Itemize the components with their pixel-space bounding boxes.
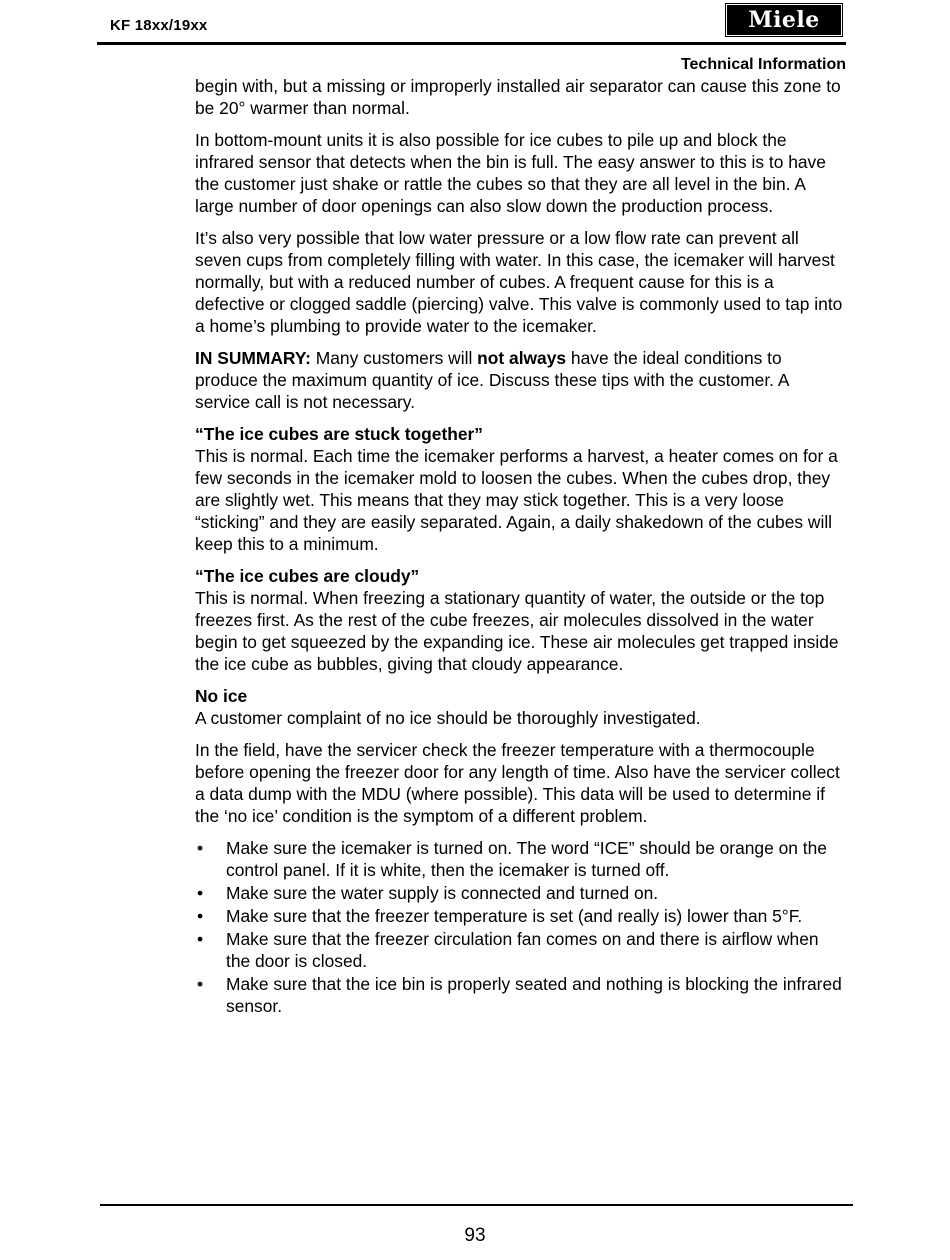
bullet-icon: •	[197, 929, 204, 949]
paragraph-bottom-mount: In bottom-mount units it is also possible for ice cubes to pile up and block the infrared sensor that detects when the bin is full. The easy answer to this is to have the customer just shake or rattle the cubes so that they are all level in the bin. A large number of door openings can also slow down the production process.	[195, 130, 826, 216]
text-stuck-together: This is normal. Each time the icemaker performs a harvest, a heater comes on for a few seconds in the icemaker mold to loosen the cubes. When the cubes drop, they are slightly wet. This means that they may stick together. This is a very loose “sticking” and they are easily separated. Again, a daily shakedown of the cubes will keep this to a minimum.	[195, 446, 838, 554]
list-item	[195, 905, 847, 927]
list-item	[195, 973, 847, 1017]
paragraph-air-separator: begin with, but a missing or improperly installed air separator can cause this zone to be 20° warmer than normal.	[195, 76, 841, 118]
heading-stuck-together: “The ice cubes are stuck together”	[195, 424, 484, 444]
list-item-text: Make sure that the freezer circulation fan comes on and there is airflow when the door is closed.	[226, 929, 819, 971]
footer-divider	[100, 1204, 853, 1206]
header-divider	[97, 42, 846, 45]
paragraph-field-check: In the field, have the servicer check the freezer temperature with a thermocouple before opening the freezer door for any length of time. Also have the servicer collect a data dump with the MDU (where possible). This data will be used to determine if the ‘no ice’ condition is the symptom of a different problem.	[195, 740, 840, 826]
text-cloudy: This is normal. When freezing a stationary quantity of water, the outside or the top freezes first. As the rest of the cube freezes, air molecules dissolved in the water begin to get squeezed by the expanding ice. These air molecules get trapped inside the ice cube as bubbles, giving that cloudy appearance.	[195, 588, 839, 674]
list-item-text: Make sure the water supply is connected and turned on.	[226, 883, 659, 903]
bullet-icon: •	[197, 906, 204, 926]
summary-text-b: have the ideal conditions to produce the maximum quantity of ice. Discuss these tips with the customer. A service call is not necessary.	[195, 348, 789, 412]
list-item	[195, 837, 847, 881]
paragraph-water-pressure: It’s also very possible that low water pressure or a low flow rate can prevent all seven cups from completely filling with water. In this case, the icemaker will harvest normally, but with a reduced number of cubes. A frequent cause for this is a defective or clogged saddle (piercing) valve. This valve is commonly used to tap into a home’s plumbing to provide water to the icemaker.	[195, 228, 843, 336]
heading-cloudy: “The ice cubes are cloudy”	[195, 566, 420, 586]
bullet-icon: •	[197, 883, 204, 903]
paragraph-summary	[195, 347, 847, 413]
summary-text-a: Many customers will	[310, 348, 478, 368]
miele-logo	[727, 5, 841, 35]
list-item-text: Make sure that the ice bin is properly seated and nothing is blocking the infrared sensor.	[226, 974, 842, 1016]
section-no-ice	[195, 685, 847, 729]
list-item-text: Make sure that the freezer temperature is set (and really is) lower than 5°F.	[226, 906, 803, 926]
heading-no-ice: No ice	[195, 686, 248, 706]
section-cloudy	[195, 565, 847, 675]
list-item-text: Make sure the icemaker is turned on. The word “ICE” should be orange on the control panel. If it is white, then the icemaker is turned off.	[226, 838, 827, 880]
section-title: Technical Information	[680, 56, 846, 73]
bullet-icon: •	[197, 974, 204, 994]
page-number: 93	[464, 1225, 486, 1246]
checklist	[195, 837, 847, 1017]
logo-text: Miele	[748, 7, 820, 33]
model-number: KF 18xx/19xx	[110, 17, 208, 34]
text-no-ice: A customer complaint of no ice should be thoroughly investigated.	[195, 708, 701, 728]
document-body	[195, 75, 847, 1018]
list-item	[195, 882, 847, 904]
summary-label: IN SUMMARY:	[195, 348, 311, 368]
summary-emphasis: not always	[477, 348, 567, 368]
bullet-icon: •	[197, 838, 204, 858]
list-item	[195, 928, 847, 972]
section-stuck-together	[195, 423, 847, 555]
